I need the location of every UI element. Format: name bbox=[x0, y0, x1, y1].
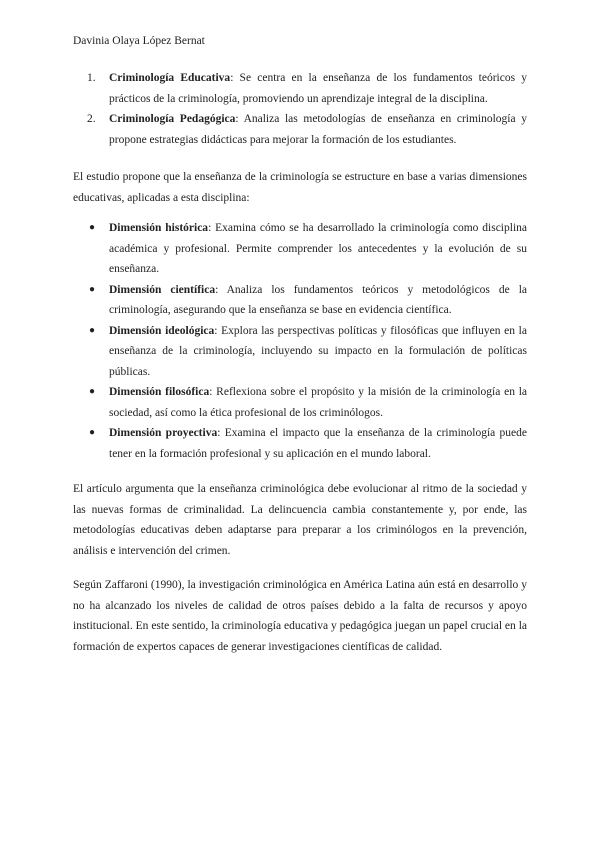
numbered-list bbox=[73, 68, 527, 150]
list-item bbox=[73, 280, 527, 321]
list-item bbox=[73, 321, 527, 383]
bullet-icon: ● bbox=[89, 283, 96, 295]
paragraph-intro: El estudio propone que la enseñanza de la criminología se estructure en base a varias dimensiones educativas, aplicadas a esta disciplina: bbox=[73, 171, 527, 204]
document-body bbox=[73, 68, 527, 657]
list-item bbox=[73, 218, 527, 280]
list-item-text: : Analiza los fundamentos teóricos y metodológicos de la criminología, asegurando que la enseñanza se base en evidencia científica. bbox=[109, 283, 527, 316]
list-item bbox=[73, 109, 527, 150]
paragraph-zaffaroni: Según Zaffaroni (1990), la investigación criminológica en América Latina aún está en desarrollo y no ha alcanzado los niveles de calidad de otros países debido a la falta de recursos y apoyo institucional. En este sentido, la criminología educativa y pedagógica juegan un papel crucial en la formación de expertos capaces de generar investigaciones científicas de calidad. bbox=[73, 579, 527, 653]
list-item-term: Criminología Educativa bbox=[109, 72, 231, 84]
list-item-text: : Se centra en la enseñanza de los fundamentos teóricos y prácticos de la criminología, promoviendo un aprendizaje integral de la disciplina. bbox=[109, 72, 527, 105]
list-number: 1. bbox=[87, 72, 96, 84]
list-item-term: Dimensión científica bbox=[109, 283, 216, 296]
paragraph-argument: El artículo argumenta que la enseñanza criminológica debe evolucionar al ritmo de la sociedad y las nuevas formas de criminalidad. La delincuencia cambia constantemente y, por ende, las metodologías educativas deben adaptarse para preparar a los criminólogos en la prevención, análisis e intervención del crimen. bbox=[73, 483, 527, 557]
list-item-text: : Examina cómo se ha desarrollado la criminología como disciplina académica y profesional. Permite comprender los antecedentes y la evolución de su enseñanza. bbox=[109, 222, 527, 275]
bullet-list bbox=[73, 218, 527, 464]
bullet-icon: ● bbox=[89, 386, 96, 397]
list-item bbox=[73, 382, 527, 423]
list-item-text: : Analiza las metodologías de enseñanza en criminología y propone estrategias didácticas para mejorar la formación de los estudiantes. bbox=[109, 113, 527, 146]
list-item-term: Dimensión filosófica bbox=[109, 386, 210, 398]
list-number: 2. bbox=[87, 113, 96, 125]
page-header-author: Davinia Olaya López Bernat bbox=[73, 35, 205, 47]
bullet-icon: ● bbox=[89, 324, 96, 336]
bullet-icon: ● bbox=[89, 427, 96, 438]
list-item-term: Dimensión proyectiva bbox=[109, 427, 218, 439]
bullet-icon: ● bbox=[89, 222, 96, 233]
list-item bbox=[73, 423, 527, 464]
list-item-term: Dimensión ideológica bbox=[109, 324, 215, 337]
list-item-text: : Examina el impacto que la enseñanza de la criminología puede tener en la formación profesional y su aplicación en el mundo laboral. bbox=[109, 427, 528, 460]
list-item bbox=[73, 68, 527, 109]
list-item-text: : Reflexiona sobre el propósito y la misión de la criminología en la sociedad, así como la ética profesional de los criminólogos. bbox=[109, 386, 527, 419]
list-item-term: Criminología Pedagógica bbox=[109, 113, 236, 125]
list-item-term: Dimensión histórica bbox=[109, 222, 209, 234]
list-item-text: : Explora las perspectivas políticas y filosóficas que influyen en la enseñanza de la criminología, incluyendo su impacto en la formulación de políticas públicas. bbox=[109, 324, 527, 378]
